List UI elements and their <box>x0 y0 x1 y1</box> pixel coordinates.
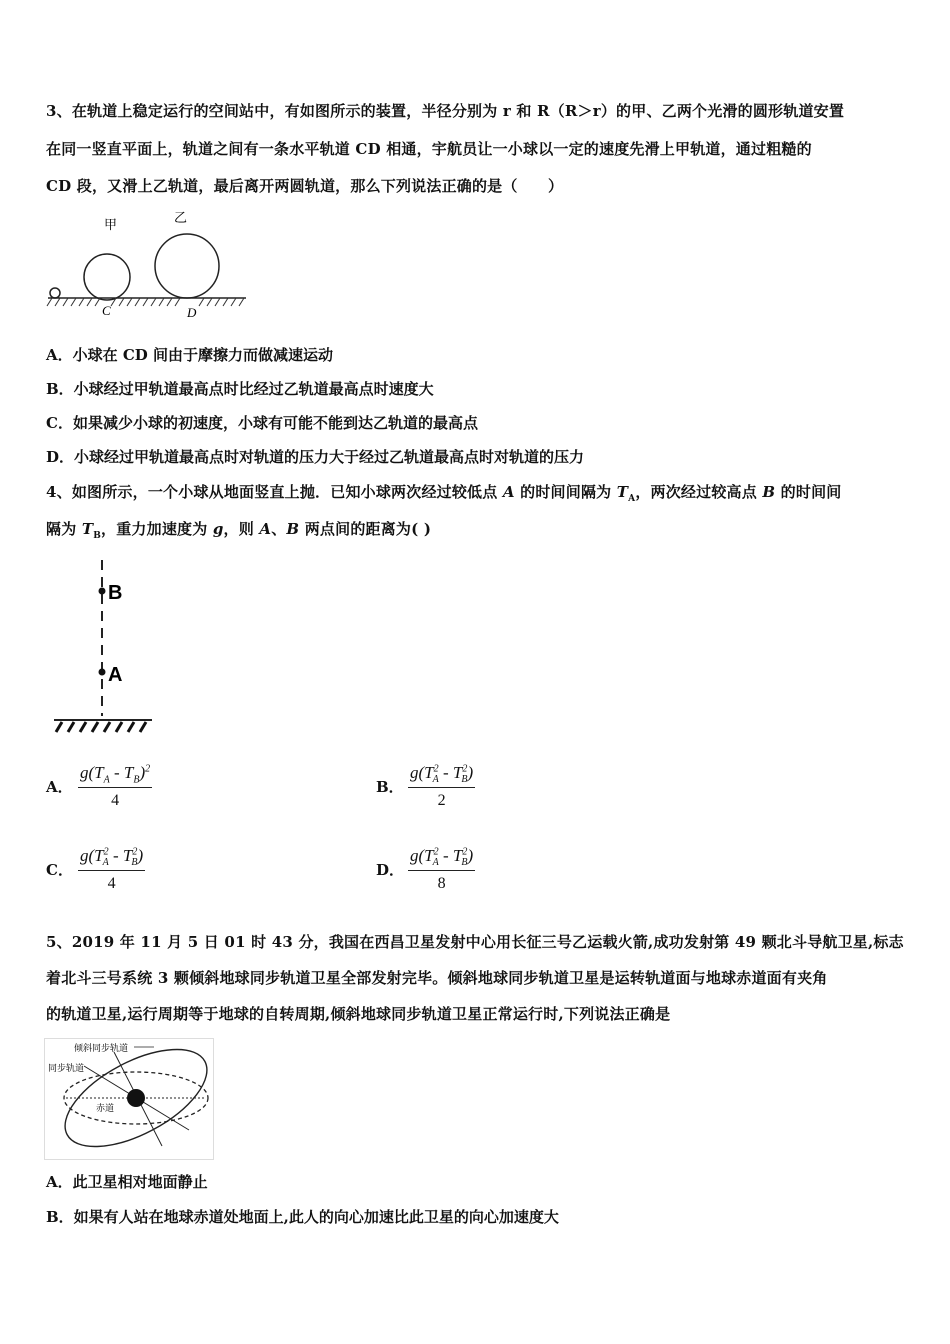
q4-figure-label-a: A <box>108 664 123 686</box>
q4-line1-A: A <box>502 483 515 501</box>
q4-line2-subB: B <box>93 531 102 541</box>
q4-text-line-2 <box>46 519 431 546</box>
q4-option-c-fraction: $\frac{g(T^2_A - T^2_B)}{4}$ <box>80 846 144 893</box>
q4-option-a-label: A． <box>46 778 73 797</box>
q4-ground-hatching <box>56 722 146 732</box>
q4-option-a <box>46 763 152 810</box>
q4-line1-part4: 的时间间 <box>775 483 842 501</box>
q4-line2-part5: 两点间的距离为( ) <box>299 520 432 538</box>
q4-line2-g: g <box>212 520 224 538</box>
q3-figure-circular-tracks <box>44 205 254 320</box>
q3-text-line-2: 在同一竖直平面上，轨道之间有一条水平轨道 CD 相通，宇航员让一小球以一定的速度先滑上甲轨道，通过粗糙的 <box>46 140 812 158</box>
q5-label-equator: 赤道 <box>96 1104 115 1114</box>
q5-text-line-2: 着北斗三号系统 3 颗倾斜地球同步轨道卫星全部发射完毕。倾斜地球同步轨道卫星是运转轨道面与地球赤道面有夹角 <box>46 969 828 987</box>
q4-option-a-fraction: $\frac{g(T_A - T_B)^2}{4}$ <box>80 763 151 810</box>
q4-line1-B: B <box>762 483 776 501</box>
q3-track-jia-circle <box>84 254 130 300</box>
q4-figure-vertical-throw <box>50 556 160 741</box>
q5-option-a: A．此卫星相对地面静止 <box>46 1173 208 1191</box>
q4-option-c-denominator: 4 <box>107 875 116 893</box>
q3-option-c: C．如果减少小球的初速度，小球有可能不能到达乙轨道的最高点 <box>46 414 478 432</box>
q3-option-d: D．小球经过甲轨道最高点时对轨道的压力大于经过乙轨道最高点时对轨道的压力 <box>46 448 585 466</box>
q5-label-sync-orbit: 同步轨道 <box>48 1064 85 1074</box>
q4-line2-A: A <box>259 520 272 538</box>
q4-figure-label-b: B <box>108 582 123 604</box>
q4-option-b-fraction: $\frac{g(T^2_A - T^2_B)}{2}$ <box>410 763 474 810</box>
q4-option-d-fraction: $\frac{g(T^2_A - T^2_B)}{8}$ <box>410 846 474 893</box>
q4-line2-part4: 、 <box>271 520 287 538</box>
q3-text-line-3: CD 段，又滑上乙轨道，最后离开两圆轨道，那么下列说法正确的是（ ） <box>46 177 564 195</box>
q3-figure-label-jia: 甲 <box>104 218 118 233</box>
q3-figure-label-d: D <box>187 305 197 320</box>
q4-option-a-denominator: 4 <box>111 792 120 810</box>
q4-option-d-denominator: 8 <box>437 875 446 893</box>
q5-option-b: B．如果有人站在地球赤道处地面上,此人的向心加速比此卫星的向心加速度大 <box>46 1208 559 1226</box>
q4-line2-part1: 隔为 <box>46 520 82 538</box>
q4-option-d-label: D． <box>376 861 405 880</box>
q4-line2-part2: ，重力加速度为 <box>101 520 213 538</box>
q4-point-b <box>99 588 106 595</box>
q5-label-inclined-orbit: 倾斜同步轨道 <box>74 1044 129 1054</box>
q4-option-d <box>376 846 475 893</box>
q3-ground-hatching <box>47 298 244 306</box>
q3-ball <box>50 288 60 298</box>
q4-option-b-label: B． <box>376 778 404 797</box>
q4-line1-subA: A <box>628 494 636 504</box>
q4-line2-part3: ，则 <box>223 520 260 538</box>
q5-text-line-3: 的轨道卫星,运行周期等于地球的自转周期,倾斜地球同步轨道卫星正常运行时,下列说法正确是 <box>46 1005 671 1023</box>
q4-line1-part2: 的时间间隔为 <box>514 483 617 501</box>
q3-option-b: B．小球经过甲轨道最高点时比经过乙轨道最高点时速度大 <box>46 380 434 398</box>
q3-text-line-1: 3、在轨道上稳定运行的空间站中，有如图所示的装置，半径分别为 r 和 R（R＞r）的甲、乙两个光滑的圆形轨道安置 <box>46 102 845 120</box>
q4-text-line-1 <box>46 482 841 509</box>
q5-text-line-1: 5、2019 年 11 月 5 日 01 时 43 分，我国在西昌卫星发射中心用长征三号乙运载火箭,成功发射第 49 颗北斗导航卫星,标志 <box>46 933 904 951</box>
q4-line1-part3: ，两次经过较高点 <box>635 483 763 501</box>
q5-figure-orbits <box>44 1038 214 1160</box>
q4-option-c-label: C． <box>46 861 73 880</box>
q3-figure-label-yi: 乙 <box>174 211 188 226</box>
q4-line1-part1: 4、如图所示，一个小球从地面竖直上抛．已知小球两次经过较低点 <box>46 483 503 501</box>
q4-line1-T: T <box>616 483 629 501</box>
q3-track-yi-circle <box>155 234 219 298</box>
q5-earth <box>127 1089 145 1107</box>
q4-line2-T: T <box>81 520 94 538</box>
q4-option-b <box>376 763 475 810</box>
q4-option-c <box>46 846 145 893</box>
q4-option-b-denominator: 2 <box>437 792 446 810</box>
q3-option-a: A．小球在 CD 间由于摩擦力而做减速运动 <box>46 346 334 364</box>
q3-figure-label-c: C <box>102 303 111 318</box>
q4-line2-B: B <box>286 520 300 538</box>
q4-point-a <box>99 669 106 676</box>
